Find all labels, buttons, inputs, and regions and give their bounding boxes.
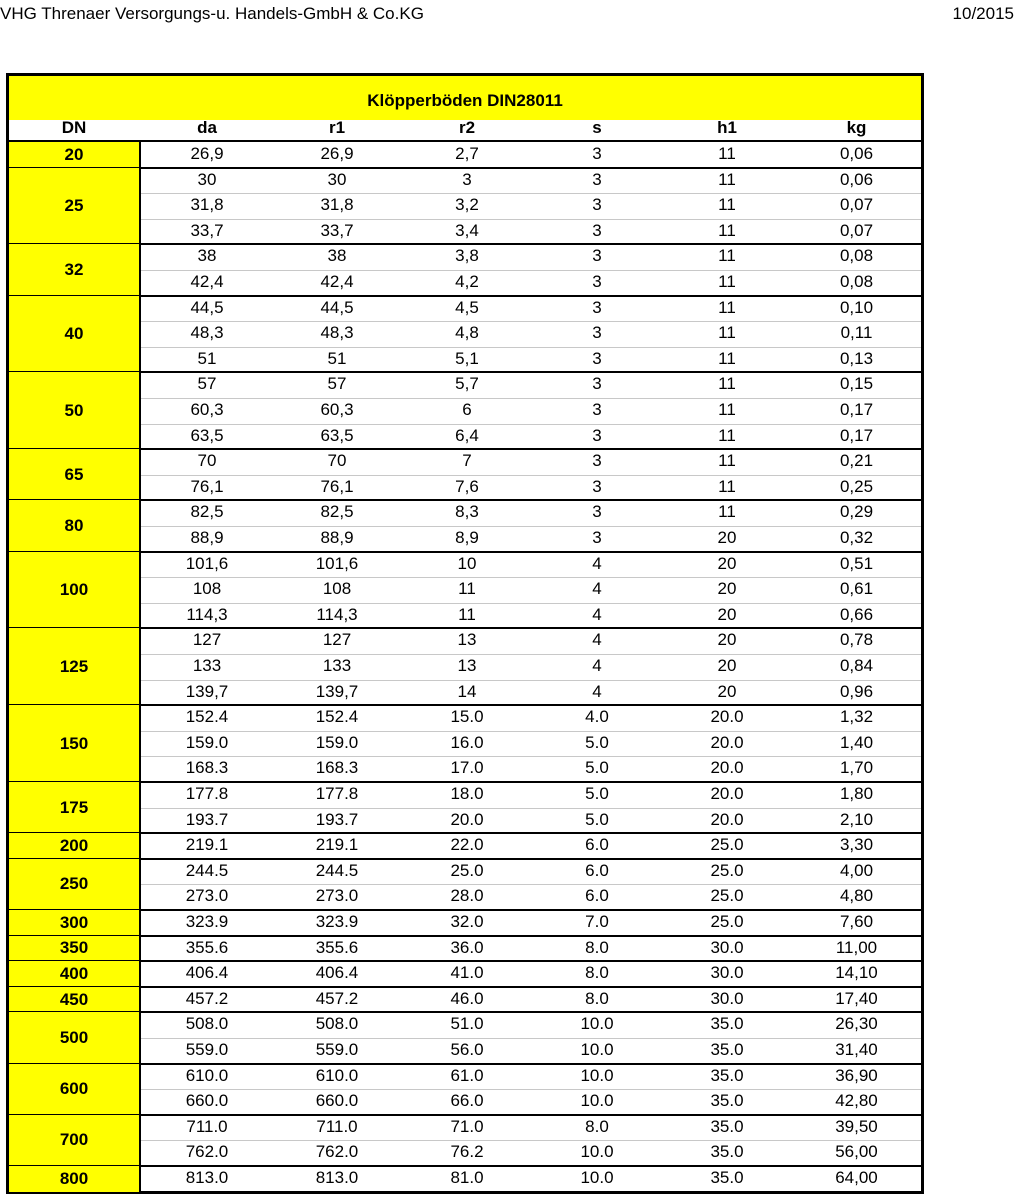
cell-r1: 457.2 — [315, 988, 359, 1008]
cell-h1: 11 — [718, 323, 736, 343]
row-divider — [139, 1140, 921, 1141]
cell-kg: 1,70 — [839, 758, 874, 778]
cell-da: 51 — [197, 348, 217, 368]
cell-r1: 44,5 — [320, 297, 354, 317]
cell-r1: 813.0 — [315, 1168, 359, 1187]
cell-r1: 152.4 — [315, 707, 359, 727]
cell-da: 193.7 — [185, 809, 229, 829]
cell-s: 5.0 — [585, 784, 609, 803]
row-divider — [139, 731, 921, 732]
dn-cell: 40 — [9, 296, 139, 373]
cell-kg: 1,32 — [839, 707, 874, 727]
cell-r2: 15.0 — [450, 707, 484, 727]
cell-r1: 244.5 — [315, 860, 359, 880]
dn-cell: 350 — [9, 936, 139, 962]
cell-r2: 51.0 — [450, 1014, 484, 1034]
cell-kg: 0,51 — [839, 553, 874, 573]
cell-kg: 0,07 — [839, 220, 874, 240]
cell-h1: 20 — [717, 604, 737, 624]
dn-cell: 300 — [9, 910, 139, 936]
row-divider — [139, 526, 921, 527]
cell-r1: 168.3 — [315, 758, 359, 778]
cell-da: 108 — [192, 579, 222, 599]
cell-h1: 20 — [717, 681, 737, 701]
cell-da: 168.3 — [185, 758, 229, 778]
cell-r2: 4,5 — [455, 297, 479, 317]
cell-kg: 17,40 — [835, 988, 878, 1008]
cell-r2: 3,8 — [455, 246, 479, 266]
cell-r2: 3,2 — [455, 195, 479, 215]
cell-h1: 20 — [717, 630, 737, 650]
cell-r1: 33,7 — [320, 220, 354, 240]
cell-s: 4 — [592, 579, 602, 599]
row-divider — [139, 654, 921, 655]
table-title: Klöpperböden DIN28011 — [367, 91, 563, 110]
dn-cell: 50 — [9, 372, 139, 449]
cell-da: 31,8 — [190, 195, 224, 215]
cell-kg: 0,96 — [839, 681, 874, 701]
cell-kg: 0,29 — [839, 502, 874, 522]
cell-r2: 22.0 — [450, 835, 484, 855]
column-header-kg: kg — [846, 118, 867, 137]
cell-kg: 0,61 — [839, 579, 874, 599]
cell-da: 508.0 — [185, 1014, 229, 1034]
cell-h1: 20.0 — [710, 784, 744, 803]
dn-cell: 600 — [9, 1064, 139, 1115]
row-divider — [139, 424, 921, 425]
row-divider — [139, 347, 921, 348]
cell-s: 3 — [592, 374, 602, 394]
row-divider — [139, 603, 921, 604]
cell-s: 3 — [592, 195, 602, 215]
cell-r1: 101,6 — [315, 553, 359, 573]
cell-h1: 20 — [717, 579, 737, 599]
cell-r2: 3 — [462, 169, 472, 189]
cell-kg: 36,90 — [835, 1065, 878, 1085]
cell-da: 406.4 — [185, 963, 229, 983]
cell-r2: 36.0 — [450, 937, 484, 957]
cell-h1: 35.0 — [710, 1116, 744, 1136]
cell-s: 8.0 — [585, 988, 609, 1008]
cell-h1: 11 — [718, 400, 736, 419]
cell-h1: 35.0 — [710, 1091, 744, 1111]
cell-da: 26,9 — [190, 144, 224, 163]
dn-cell: 175 — [9, 782, 139, 833]
cell-r1: 51 — [327, 348, 347, 368]
cell-da: 610.0 — [185, 1065, 229, 1085]
cell-s: 4 — [592, 553, 602, 573]
cell-r1: 133 — [322, 656, 352, 675]
cell-da: 44,5 — [190, 297, 224, 317]
cell-da: 42,4 — [190, 272, 224, 291]
cell-h1: 30.0 — [710, 963, 744, 983]
cell-s: 3 — [592, 144, 602, 163]
cell-kg: 0,07 — [839, 195, 874, 215]
cell-kg: 26,30 — [835, 1014, 878, 1034]
cell-s: 3 — [592, 348, 602, 368]
cell-r1: 30 — [327, 169, 347, 189]
cell-kg: 0,13 — [839, 348, 874, 368]
cell-h1: 35.0 — [710, 1014, 744, 1034]
cell-r1: 508.0 — [315, 1014, 359, 1034]
cell-r1: 88,9 — [320, 528, 354, 547]
dn-cell: 200 — [9, 833, 139, 859]
cell-da: 76,1 — [190, 476, 224, 496]
cell-r1: 177.8 — [315, 784, 359, 803]
cell-kg: 0,06 — [839, 144, 874, 163]
cell-r1: 660.0 — [315, 1091, 359, 1111]
dn-cell: 80 — [9, 500, 139, 551]
cell-h1: 11 — [718, 451, 736, 471]
cell-r2: 28.0 — [450, 886, 484, 906]
cell-kg: 3,30 — [839, 835, 874, 855]
cell-s: 10.0 — [580, 1040, 614, 1059]
cell-s: 6.0 — [585, 835, 609, 855]
cell-kg: 4,00 — [839, 860, 874, 880]
cell-h1: 20.0 — [710, 732, 744, 752]
row-divider — [139, 270, 921, 271]
cell-da: 88,9 — [190, 528, 224, 547]
cell-kg: 0,66 — [839, 604, 874, 624]
cell-s: 4.0 — [585, 707, 609, 727]
cell-s: 8.0 — [585, 937, 609, 957]
cell-r2: 46.0 — [450, 988, 484, 1008]
cell-r2: 5,1 — [455, 348, 479, 368]
row-divider — [139, 577, 921, 578]
cell-h1: 11 — [718, 425, 736, 445]
cell-s: 3 — [592, 502, 602, 522]
dn-cell: 150 — [9, 705, 139, 782]
cell-r1: 610.0 — [315, 1065, 359, 1085]
cell-s: 3 — [592, 272, 602, 291]
cell-r2: 5,7 — [455, 374, 479, 394]
cell-da: 244.5 — [185, 860, 229, 880]
cell-da: 152.4 — [185, 707, 229, 727]
cell-r1: 60,3 — [320, 400, 354, 419]
cell-kg: 0,08 — [839, 272, 874, 291]
cell-s: 7.0 — [585, 912, 609, 931]
cell-kg: 4,80 — [839, 886, 874, 906]
cell-kg: 0,17 — [839, 400, 874, 419]
cell-s: 6.0 — [585, 860, 609, 880]
cell-da: 82,5 — [190, 502, 224, 522]
column-header-da: da — [197, 118, 217, 137]
cell-kg: 0,10 — [839, 297, 874, 317]
dn-cell: 100 — [9, 552, 139, 629]
cell-r1: 323.9 — [315, 912, 359, 931]
cell-h1: 11 — [718, 246, 736, 266]
cell-h1: 35.0 — [710, 1142, 744, 1162]
cell-r1: 159.0 — [315, 732, 359, 752]
cell-kg: 42,80 — [835, 1091, 878, 1111]
cell-r1: 38 — [327, 246, 347, 266]
cell-r2: 8,3 — [455, 502, 479, 522]
cell-h1: 11 — [718, 297, 736, 317]
cell-r2: 7 — [462, 451, 472, 471]
row-divider — [139, 219, 921, 220]
cell-da: 133 — [192, 656, 222, 675]
cell-h1: 11 — [718, 144, 736, 163]
cell-r2: 3,4 — [455, 220, 479, 240]
row-divider — [139, 808, 921, 809]
row-divider — [139, 398, 921, 399]
dn-cell: 32 — [9, 244, 139, 295]
cell-s: 3 — [592, 220, 602, 240]
cell-r1: 48,3 — [320, 323, 354, 343]
cell-da: 57 — [197, 374, 217, 394]
cell-da: 660.0 — [185, 1091, 229, 1111]
cell-kg: 0,11 — [840, 323, 873, 343]
cell-s: 3 — [592, 246, 602, 266]
cell-s: 10.0 — [580, 1142, 614, 1162]
cell-s: 3 — [592, 528, 602, 547]
column-header-r2: r2 — [458, 118, 476, 137]
cell-kg: 14,10 — [835, 963, 878, 983]
cell-kg: 0,21 — [839, 451, 874, 471]
cell-s: 3 — [592, 451, 602, 471]
cell-h1: 11 — [718, 195, 736, 215]
cell-h1: 25.0 — [710, 860, 744, 880]
cell-kg: 1,40 — [839, 732, 874, 752]
cell-r2: 81.0 — [450, 1168, 484, 1187]
cell-r2: 10 — [457, 553, 477, 573]
cell-h1: 11 — [718, 220, 736, 240]
cell-s: 4 — [592, 630, 602, 650]
cell-h1: 20.0 — [710, 707, 744, 727]
cell-da: 30 — [197, 169, 217, 189]
cell-h1: 20.0 — [710, 758, 744, 778]
cell-r1: 559.0 — [315, 1040, 359, 1059]
cell-s: 6.0 — [585, 886, 609, 906]
cell-s: 5.0 — [585, 732, 609, 752]
cell-h1: 20 — [717, 553, 737, 573]
dn-column-divider — [139, 142, 141, 1194]
dn-cell: 20 — [9, 142, 139, 168]
cell-kg: 39,50 — [835, 1116, 878, 1136]
cell-h1: 35.0 — [710, 1040, 744, 1059]
cell-r2: 7,6 — [455, 476, 479, 496]
row-divider — [139, 321, 921, 322]
cell-da: 273.0 — [185, 886, 229, 906]
cell-r2: 61.0 — [450, 1065, 484, 1085]
cell-r1: 219.1 — [315, 835, 359, 855]
cell-r2: 56.0 — [450, 1040, 484, 1059]
cell-r1: 82,5 — [320, 502, 354, 522]
dn-cell: 700 — [9, 1115, 139, 1166]
cell-r2: 4,8 — [455, 323, 479, 343]
cell-s: 4 — [592, 604, 602, 624]
cell-s: 3 — [592, 425, 602, 445]
cell-kg: 0,32 — [839, 528, 874, 547]
dn-cell: 65 — [9, 449, 139, 500]
cell-kg: 11,00 — [835, 937, 878, 957]
cell-h1: 11 — [718, 169, 736, 189]
cell-h1: 11 — [718, 272, 736, 291]
cell-r1: 139,7 — [315, 681, 359, 701]
cell-r1: 273.0 — [315, 886, 359, 906]
cell-r1: 406.4 — [315, 963, 359, 983]
cell-da: 101,6 — [185, 553, 229, 573]
cell-h1: 11 — [718, 374, 736, 394]
cell-r1: 26,9 — [320, 144, 354, 163]
row-divider — [139, 475, 921, 476]
cell-da: 219.1 — [185, 835, 229, 855]
cell-s: 5.0 — [585, 809, 609, 829]
cell-da: 63,5 — [190, 425, 224, 445]
cell-r2: 8,9 — [455, 528, 479, 547]
cell-r2: 13 — [457, 630, 477, 650]
cell-kg: 2,10 — [839, 809, 874, 829]
cell-da: 559.0 — [185, 1040, 229, 1059]
dn-cell: 25 — [9, 168, 139, 245]
cell-da: 457.2 — [185, 988, 229, 1008]
cell-da: 70 — [197, 451, 217, 471]
cell-r1: 63,5 — [320, 425, 354, 445]
cell-r2: 32.0 — [450, 912, 484, 931]
cell-r2: 4,2 — [455, 272, 479, 291]
cell-s: 3 — [592, 297, 602, 317]
cell-r2: 20.0 — [450, 809, 484, 829]
cell-h1: 11 — [718, 348, 736, 368]
cell-r1: 108 — [322, 579, 352, 599]
cell-r1: 762.0 — [315, 1142, 359, 1162]
row-divider — [139, 1089, 921, 1090]
cell-s: 10.0 — [580, 1014, 614, 1034]
cell-da: 711.0 — [186, 1116, 228, 1136]
cell-da: 323.9 — [185, 912, 229, 931]
cell-da: 177.8 — [185, 784, 229, 803]
cell-r2: 76.2 — [450, 1142, 484, 1162]
row-divider — [139, 884, 921, 885]
cell-r2: 6,4 — [455, 425, 479, 445]
cell-r1: 711.0 — [316, 1116, 358, 1136]
cell-r2: 16.0 — [450, 732, 484, 752]
cell-s: 10.0 — [580, 1091, 614, 1111]
cell-kg: 1,80 — [839, 784, 874, 803]
cell-da: 48,3 — [190, 323, 224, 343]
cell-h1: 20 — [717, 656, 737, 675]
cell-kg: 0,78 — [839, 630, 874, 650]
cell-da: 33,7 — [190, 220, 224, 240]
cell-s: 4 — [592, 656, 602, 675]
cell-da: 114,3 — [186, 604, 228, 624]
cell-r2: 66.0 — [450, 1091, 484, 1111]
cell-kg: 0,08 — [839, 246, 874, 266]
column-header-r1: r1 — [328, 118, 346, 137]
column-header-h1: h1 — [717, 118, 737, 137]
dn-cell: 250 — [9, 859, 139, 910]
cell-r2: 14 — [457, 681, 477, 701]
company-name: VHG Threnaer Versorgungs-u. Handels-GmbH & Co.KG — [0, 4, 424, 23]
dn-cell: 400 — [9, 961, 139, 987]
cell-kg: 0,06 — [839, 169, 874, 189]
cell-da: 38 — [197, 246, 217, 266]
cell-kg: 0,84 — [839, 656, 874, 675]
cell-kg: 64,00 — [835, 1168, 878, 1187]
cell-h1: 35.0 — [710, 1065, 744, 1085]
cell-r1: 193.7 — [315, 809, 359, 829]
cell-r1: 70 — [327, 451, 347, 471]
cell-r1: 127 — [322, 630, 352, 650]
row-divider — [139, 680, 921, 681]
cell-h1: 30.0 — [710, 937, 744, 957]
cell-s: 3 — [592, 169, 602, 189]
cell-r1: 355.6 — [315, 937, 359, 957]
cell-h1: 35.0 — [710, 1168, 744, 1187]
cell-s: 10.0 — [580, 1168, 614, 1187]
column-header-dn: DN — [61, 118, 87, 137]
cell-r1: 42,4 — [320, 272, 354, 291]
cell-da: 159.0 — [185, 732, 229, 752]
cell-r1: 57 — [327, 374, 347, 394]
cell-s: 3 — [592, 323, 602, 343]
column-header-s: s — [592, 118, 602, 137]
cell-r2: 6 — [462, 400, 472, 419]
cell-s: 8.0 — [585, 963, 609, 983]
row-divider — [139, 756, 921, 757]
cell-kg: 31,40 — [835, 1040, 878, 1059]
row-divider — [139, 1038, 921, 1039]
cell-h1: 30.0 — [710, 988, 744, 1008]
cell-s: 5.0 — [585, 758, 609, 778]
cell-kg: 0,15 — [839, 374, 874, 394]
cell-r1: 114,3 — [316, 604, 358, 624]
cell-h1: 20.0 — [710, 809, 744, 829]
cell-kg: 56,00 — [835, 1142, 878, 1162]
cell-s: 3 — [592, 476, 602, 496]
dn-cell: 450 — [9, 987, 139, 1013]
document-date: 10/2015 — [952, 4, 1014, 23]
cell-kg: 7,60 — [839, 912, 874, 931]
cell-r2: 71.0 — [450, 1116, 484, 1136]
cell-s: 8.0 — [585, 1116, 609, 1136]
cell-r2: 13 — [457, 656, 477, 675]
cell-s: 4 — [592, 681, 602, 701]
cell-r2: 18.0 — [450, 784, 484, 803]
cell-h1: 25.0 — [710, 835, 744, 855]
cell-s: 3 — [592, 400, 602, 419]
cell-s: 10.0 — [580, 1065, 614, 1085]
cell-h1: 25.0 — [710, 886, 744, 906]
cell-h1: 25.0 — [710, 912, 744, 931]
cell-da: 813.0 — [185, 1168, 229, 1187]
cell-da: 762.0 — [185, 1142, 229, 1162]
dn-cell: 800 — [9, 1166, 139, 1192]
dn-cell: 125 — [9, 628, 139, 705]
cell-h1: 11 — [718, 502, 736, 522]
cell-da: 127 — [192, 630, 222, 650]
row-divider — [139, 193, 921, 194]
cell-r1: 31,8 — [320, 195, 354, 215]
cell-da: 60,3 — [190, 400, 224, 419]
cell-h1: 20 — [717, 528, 737, 547]
cell-r2: 17.0 — [450, 758, 484, 778]
cell-r1: 76,1 — [320, 476, 354, 496]
cell-da: 139,7 — [185, 681, 229, 701]
cell-r2: 25.0 — [450, 860, 484, 880]
cell-r2: 2,7 — [455, 144, 479, 163]
cell-da: 355.6 — [185, 937, 229, 957]
cell-kg: 0,17 — [839, 425, 874, 445]
kloepperboeden-table — [6, 73, 924, 1194]
cell-r2: 41.0 — [450, 963, 484, 983]
cell-kg: 0,25 — [839, 476, 874, 496]
cell-h1: 11 — [718, 476, 736, 496]
dn-cell: 500 — [9, 1012, 139, 1063]
cell-r2: 11 — [458, 604, 476, 624]
cell-r2: 11 — [458, 579, 476, 599]
